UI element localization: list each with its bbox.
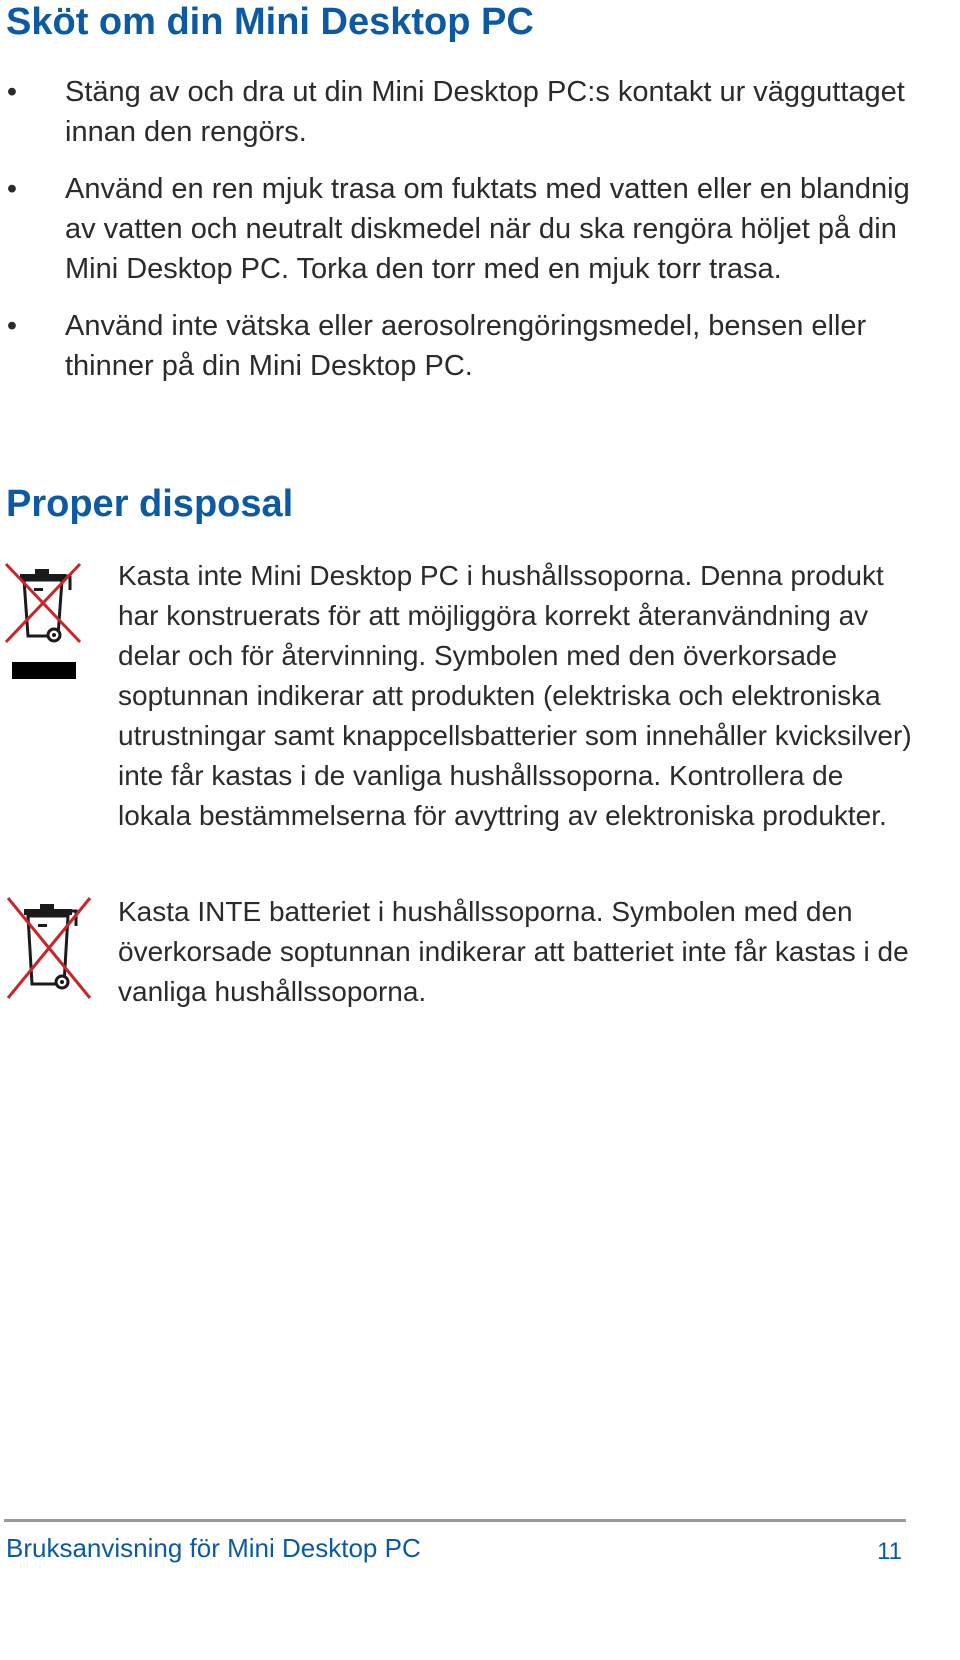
care-bullet-text: Använd inte vätska eller aerosolrengöringsmedel, bensen eller thinner på din Mini Desktop PC. [65,310,867,382]
crossed-out-wheelie-bin-icon [4,894,94,1007]
disposal-battery-text: Kasta INTE batteriet i hushållssoporna. Symbolen med den överkorsade soptunnan indikerar att batteriet inte får kastas i de vanliga hushållssoporna. [118,896,909,1007]
footer-divider [4,1519,906,1522]
bullet-icon: • [6,310,18,342]
disposal-device-text: Kasta inte Mini Desktop PC i hushållssoporna. Denna produkt har konstruerats för att möjliggöra korrekt återanvändning av delar och för återvinning. Symbolen med den överkorsade soptunnan indikerar att produkten (elektriska och elektroniska utrustningar samt knappcellsbatterier som innehåller kvicksilver) inte får kastas i de vanliga hushållssoporna. Kontrollera de lokala bestämmelserna för avyttring av elektroniska produkter. [118,560,912,831]
care-section-title: Sköt om din Mini Desktop PC [6,1,534,43]
footer-manual-title: Bruksanvisning för Mini Desktop PC [6,1533,421,1563]
care-bullet-text: Stäng av och dra ut din Mini Desktop PC:s kontakt ur vägguttaget innan den rengörs. [65,76,905,148]
care-bullet-item [0,72,930,152]
crossed-out-wheelie-bin-with-bar-icon [4,560,84,687]
care-bullet-item [0,169,930,289]
bullet-icon: • [6,76,18,108]
disposal-section-title: Proper disposal [6,483,294,525]
care-bullet-item [0,306,930,386]
care-bullet-text: Använd en ren mjuk trasa om fuktats med vatten eller en blandnig av vatten och neutralt diskmedel när du ska rengöra höljet på din Mini Desktop PC. Torka den torr med en mjuk torr trasa. [65,173,910,285]
footer-page-number: 11 [877,1538,902,1565]
care-bullet-list [0,72,930,403]
bullet-icon: • [6,173,18,205]
